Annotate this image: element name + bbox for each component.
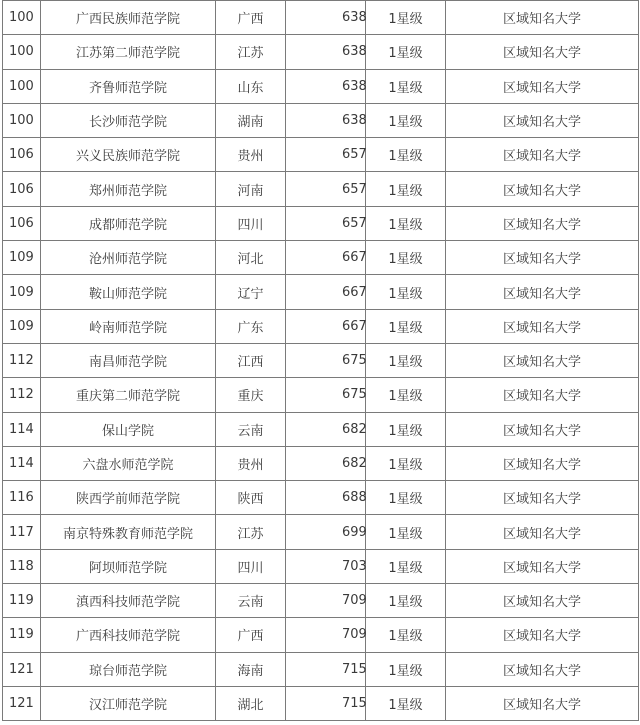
rank-cell: 121 (3, 686, 41, 720)
score-cell: 667 (286, 275, 366, 309)
score-cell: 682 (286, 446, 366, 480)
category-cell: 区域知名大学 (446, 549, 639, 583)
province-cell: 江西 (216, 343, 286, 377)
table-row (3, 206, 639, 240)
college-name-cell: 长沙师范学院 (41, 103, 216, 137)
table-row (3, 686, 639, 720)
table-row (3, 103, 639, 137)
province-cell: 陕西 (216, 481, 286, 515)
table-row (3, 515, 639, 549)
score-cell: 675 (286, 378, 366, 412)
star-level-cell: 1星级 (366, 378, 446, 412)
province-cell: 辽宁 (216, 275, 286, 309)
province-cell: 湖南 (216, 103, 286, 137)
college-name-cell: 汉江师范学院 (41, 686, 216, 720)
table-row (3, 378, 639, 412)
table-row (3, 584, 639, 618)
college-name-cell: 兴义民族师范学院 (41, 138, 216, 172)
college-name-cell: 郑州师范学院 (41, 172, 216, 206)
score-cell: 638 (286, 35, 366, 69)
rank-cell: 106 (3, 206, 41, 240)
table-row (3, 309, 639, 343)
category-cell: 区域知名大学 (446, 584, 639, 618)
star-level-cell: 1星级 (366, 69, 446, 103)
star-level-cell: 1星级 (366, 343, 446, 377)
score-cell: 638 (286, 1, 366, 35)
rank-cell: 100 (3, 1, 41, 35)
score-cell: 709 (286, 584, 366, 618)
star-level-cell: 1星级 (366, 1, 446, 35)
rank-cell: 119 (3, 584, 41, 618)
rank-cell: 100 (3, 69, 41, 103)
rank-cell: 119 (3, 618, 41, 652)
table-row (3, 241, 639, 275)
table-row (3, 549, 639, 583)
rank-cell: 118 (3, 549, 41, 583)
college-name-cell: 江苏第二师范学院 (41, 35, 216, 69)
score-cell: 675 (286, 343, 366, 377)
college-name-cell: 成都师范学院 (41, 206, 216, 240)
score-cell: 667 (286, 241, 366, 275)
table-row (3, 446, 639, 480)
star-level-cell: 1星级 (366, 652, 446, 686)
ranking-table (2, 0, 639, 721)
province-cell: 四川 (216, 549, 286, 583)
star-level-cell: 1星级 (366, 686, 446, 720)
category-cell: 区域知名大学 (446, 652, 639, 686)
rank-cell: 106 (3, 172, 41, 206)
rank-cell: 114 (3, 412, 41, 446)
table-row (3, 69, 639, 103)
college-name-cell: 阿坝师范学院 (41, 549, 216, 583)
category-cell: 区域知名大学 (446, 686, 639, 720)
star-level-cell: 1星级 (366, 618, 446, 652)
province-cell: 云南 (216, 584, 286, 618)
province-cell: 河南 (216, 172, 286, 206)
star-level-cell: 1星级 (366, 241, 446, 275)
score-cell: 715 (286, 652, 366, 686)
province-cell: 广东 (216, 309, 286, 343)
table-row (3, 275, 639, 309)
star-level-cell: 1星级 (366, 172, 446, 206)
category-cell: 区域知名大学 (446, 515, 639, 549)
score-cell: 699 (286, 515, 366, 549)
college-name-cell: 南昌师范学院 (41, 343, 216, 377)
table-row (3, 481, 639, 515)
ranking-table-body (3, 1, 639, 721)
star-level-cell: 1星级 (366, 584, 446, 618)
table-row (3, 343, 639, 377)
category-cell: 区域知名大学 (446, 138, 639, 172)
star-level-cell: 1星级 (366, 309, 446, 343)
province-cell: 河北 (216, 241, 286, 275)
rank-cell: 109 (3, 309, 41, 343)
rank-cell: 117 (3, 515, 41, 549)
table-row (3, 412, 639, 446)
college-name-cell: 重庆第二师范学院 (41, 378, 216, 412)
college-name-cell: 琼台师范学院 (41, 652, 216, 686)
province-cell: 云南 (216, 412, 286, 446)
score-cell: 715 (286, 686, 366, 720)
star-level-cell: 1星级 (366, 35, 446, 69)
rank-cell: 116 (3, 481, 41, 515)
rank-cell: 121 (3, 652, 41, 686)
province-cell: 四川 (216, 206, 286, 240)
rank-cell: 114 (3, 446, 41, 480)
category-cell: 区域知名大学 (446, 275, 639, 309)
province-cell: 广西 (216, 1, 286, 35)
province-cell: 山东 (216, 69, 286, 103)
score-cell: 709 (286, 618, 366, 652)
college-name-cell: 六盘水师范学院 (41, 446, 216, 480)
college-name-cell: 鞍山师范学院 (41, 275, 216, 309)
score-cell: 657 (286, 138, 366, 172)
score-cell: 667 (286, 309, 366, 343)
college-name-cell: 广西科技师范学院 (41, 618, 216, 652)
score-cell: 688 (286, 481, 366, 515)
table-row (3, 652, 639, 686)
category-cell: 区域知名大学 (446, 206, 639, 240)
rank-cell: 106 (3, 138, 41, 172)
score-cell: 703 (286, 549, 366, 583)
rank-cell: 109 (3, 241, 41, 275)
category-cell: 区域知名大学 (446, 343, 639, 377)
category-cell: 区域知名大学 (446, 241, 639, 275)
rank-cell: 112 (3, 343, 41, 377)
score-cell: 638 (286, 69, 366, 103)
college-name-cell: 南京特殊教育师范学院 (41, 515, 216, 549)
category-cell: 区域知名大学 (446, 412, 639, 446)
star-level-cell: 1星级 (366, 515, 446, 549)
province-cell: 贵州 (216, 138, 286, 172)
category-cell: 区域知名大学 (446, 172, 639, 206)
category-cell: 区域知名大学 (446, 35, 639, 69)
star-level-cell: 1星级 (366, 103, 446, 137)
college-name-cell: 齐鲁师范学院 (41, 69, 216, 103)
college-name-cell: 保山学院 (41, 412, 216, 446)
star-level-cell: 1星级 (366, 446, 446, 480)
table-row (3, 172, 639, 206)
category-cell: 区域知名大学 (446, 618, 639, 652)
rank-cell: 100 (3, 103, 41, 137)
rank-cell: 109 (3, 275, 41, 309)
table-row (3, 138, 639, 172)
college-name-cell: 陕西学前师范学院 (41, 481, 216, 515)
table-row (3, 1, 639, 35)
province-cell: 贵州 (216, 446, 286, 480)
score-cell: 657 (286, 206, 366, 240)
province-cell: 湖北 (216, 686, 286, 720)
table-row (3, 35, 639, 69)
college-name-cell: 岭南师范学院 (41, 309, 216, 343)
category-cell: 区域知名大学 (446, 1, 639, 35)
star-level-cell: 1星级 (366, 138, 446, 172)
college-name-cell: 滇西科技师范学院 (41, 584, 216, 618)
category-cell: 区域知名大学 (446, 378, 639, 412)
table-row (3, 618, 639, 652)
rank-cell: 112 (3, 378, 41, 412)
college-name-cell: 沧州师范学院 (41, 241, 216, 275)
college-name-cell: 广西民族师范学院 (41, 1, 216, 35)
star-level-cell: 1星级 (366, 481, 446, 515)
category-cell: 区域知名大学 (446, 309, 639, 343)
category-cell: 区域知名大学 (446, 446, 639, 480)
province-cell: 广西 (216, 618, 286, 652)
score-cell: 657 (286, 172, 366, 206)
star-level-cell: 1星级 (366, 275, 446, 309)
score-cell: 682 (286, 412, 366, 446)
province-cell: 江苏 (216, 515, 286, 549)
category-cell: 区域知名大学 (446, 481, 639, 515)
category-cell: 区域知名大学 (446, 103, 639, 137)
category-cell: 区域知名大学 (446, 69, 639, 103)
star-level-cell: 1星级 (366, 412, 446, 446)
province-cell: 海南 (216, 652, 286, 686)
rank-cell: 100 (3, 35, 41, 69)
province-cell: 重庆 (216, 378, 286, 412)
star-level-cell: 1星级 (366, 206, 446, 240)
star-level-cell: 1星级 (366, 549, 446, 583)
score-cell: 638 (286, 103, 366, 137)
province-cell: 江苏 (216, 35, 286, 69)
